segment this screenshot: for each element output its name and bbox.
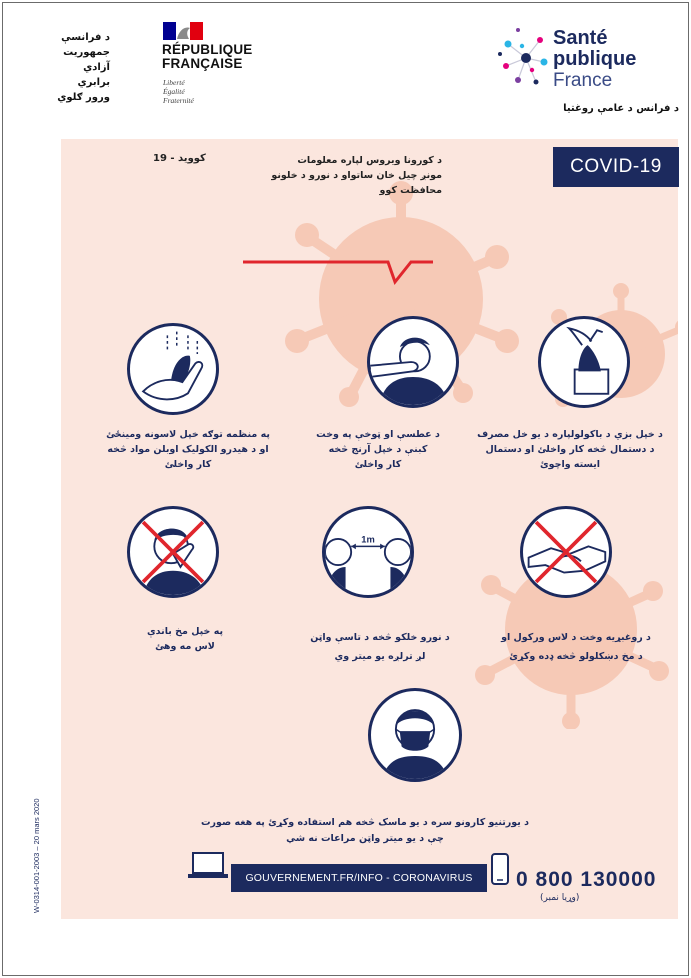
caption-line: لږ ترلږه یو میتر وي: [334, 651, 426, 662]
gesture-caption-tissue: [470, 427, 670, 472]
free-number-note: (وړيا نمبر): [540, 893, 580, 903]
government-url-link[interactable]: GOUVERNEMENT.FR/INFO - CORONAVIRUS: [231, 864, 487, 892]
gesture-caption-distance: [290, 628, 470, 666]
motto-line: آزادي: [83, 62, 110, 73]
info-heading: [230, 153, 442, 198]
caption-line: د یورتنیو کارونو سره د یو ماسک څخه هم استفاده وکړئ په هغه صورت: [200, 817, 529, 828]
marianne-logo-icon: [163, 22, 203, 40]
caption-line: د روغبړيه وخت د لاس ورکول او: [501, 632, 651, 643]
motto-line: برابري: [77, 77, 110, 88]
gesture-caption-face: [100, 624, 270, 654]
republique-motto: [163, 78, 194, 105]
wash-hands-icon: [127, 323, 219, 415]
covid-19-badge: COVID-19: [553, 147, 679, 187]
sneeze-elbow-icon: [367, 316, 459, 408]
sante-publique-france-logo-icon: [496, 22, 556, 94]
gesture-caption-wash: [88, 427, 288, 472]
info-line: د کورونا ویروس لپاره معلومات: [297, 155, 442, 166]
mask-icon: [368, 688, 462, 782]
covid-label: کووید - 19: [153, 153, 206, 164]
tissue-icon: [538, 316, 630, 408]
french-motto-pashto: [30, 30, 110, 105]
spf-caption: د فرانس د عامې روغتيا: [563, 103, 679, 114]
caption-line: لاس مه وهئ: [155, 641, 215, 652]
gesture-caption-handshake: [478, 628, 674, 666]
motto-line: ورور ګلوي: [57, 92, 110, 103]
caption-line: کار واخلئ: [354, 459, 402, 470]
motto-line: د فرانسې: [61, 32, 110, 43]
caption-line: په خپل مخ باندې: [146, 626, 224, 637]
egalite-text: Égalité: [163, 87, 185, 96]
sante-publique-france-wordmark: [553, 28, 636, 91]
laptop-icon: [186, 850, 230, 882]
francaise-line: FRANÇAISE: [162, 56, 243, 71]
phone-icon: [490, 852, 510, 886]
caption-line: د دستمال څخه کار واخلئ او دستمال: [485, 444, 655, 455]
caption-line: د نورو خلکو څخه د تاسې واټن: [310, 632, 450, 643]
republique-line: RÉPUBLIQUE: [162, 42, 253, 57]
fraternite-text: Fraternité: [163, 96, 194, 105]
publique-text: publique: [553, 48, 637, 70]
caption-line: کبنې د خپل آرنج څخه: [328, 444, 428, 455]
caption-line: د مخ دښکلولو څخه ډده وکړئ: [509, 651, 643, 662]
caption-line: چې د یو میتر واټن مراعات نه شي: [286, 833, 444, 844]
caption-line: کار واخلئ: [164, 459, 212, 470]
phone-number[interactable]: 0 800 130000: [516, 868, 657, 891]
sante-text: Santé: [553, 27, 608, 49]
distance-icon: [322, 506, 414, 598]
mask-caption: [200, 815, 530, 847]
caption-line: په منظمه توګه خپل لاسونه ومینځئ: [106, 429, 270, 440]
caption-line: او د هیدرو الکولیک اوبلن مواد څخه: [107, 444, 269, 455]
france-text: France: [553, 70, 613, 91]
document-reference: W-0314-001-2003 – 20 mars 2020: [32, 798, 41, 913]
no-handshake-icon: [520, 506, 612, 598]
speech-bubble-line-icon: [243, 250, 433, 294]
caption-line: د خپل بزي د باکولولپاره د یو خل مصرف: [477, 429, 663, 440]
republique-francaise-title: [162, 43, 253, 71]
gesture-caption-elbow: [298, 427, 458, 472]
no-touch-face-icon: [127, 506, 219, 598]
caption-line: ايسته واچوئ: [539, 459, 601, 470]
liberte-text: Liberté: [163, 78, 185, 87]
info-line: مونږ چیل خان ساتواو د نورو د خلونو محافظت کوو: [271, 170, 442, 196]
caption-line: د عطسې او ټوخې په وخت: [316, 429, 440, 440]
distance-label: 1m: [361, 534, 375, 545]
motto-line: جمهوریت: [63, 47, 110, 58]
